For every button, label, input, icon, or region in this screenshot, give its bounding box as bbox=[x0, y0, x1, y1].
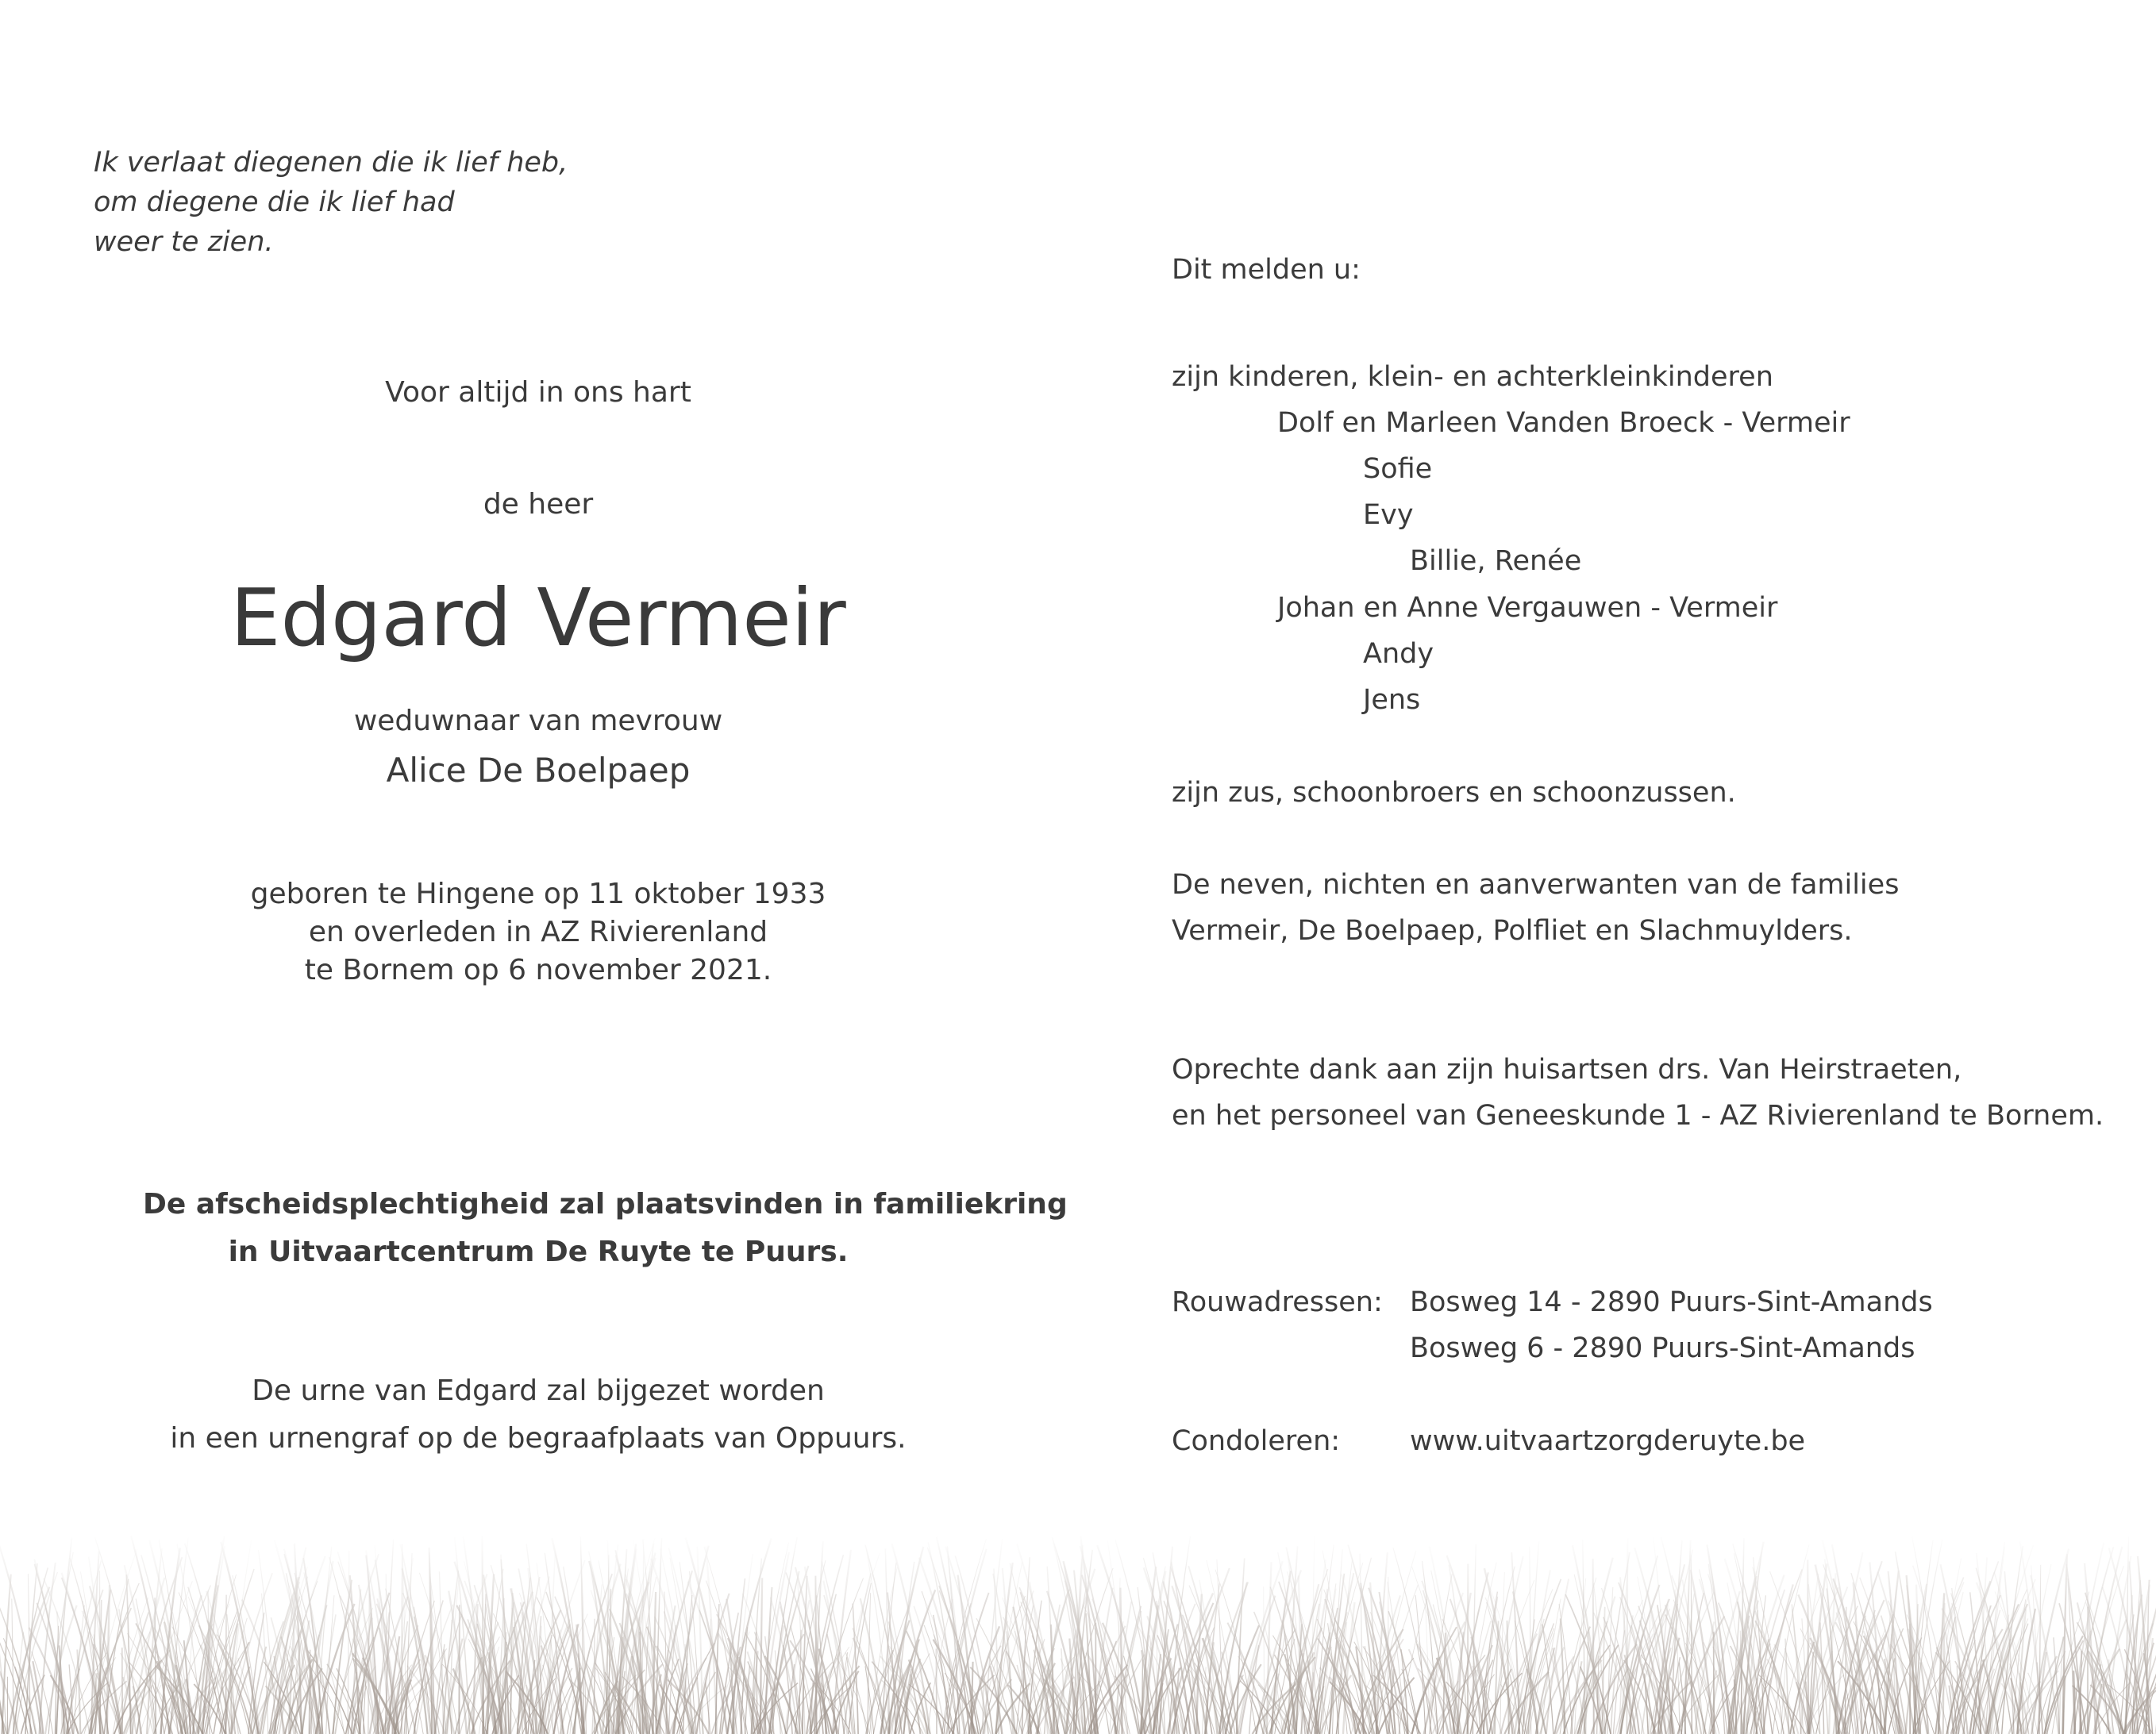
title-prefix: de heer bbox=[483, 488, 594, 521]
extended-family-line: De neven, nichten en aanverwanten van de families bbox=[1172, 869, 1900, 901]
widower-text: weduwnaar van mevrouw bbox=[353, 705, 723, 737]
ceremony-line: De afscheidsplechtigheid zal plaatsvinden in familiekring bbox=[143, 1188, 1068, 1221]
poem-line: weer te zien. bbox=[94, 226, 274, 258]
extended-family-line: Vermeir, De Boelpaep, Polfliet en Slachmuylders. bbox=[1172, 915, 1853, 947]
address-value: Bosweg 6 - 2890 Puurs-Sint-Amands bbox=[1410, 1332, 1915, 1364]
urn-notice bbox=[143, 1367, 934, 1463]
poem-line: Ik verlaat diegenen die ik lief heb, bbox=[94, 147, 568, 179]
poem-line: om diegene die ik lief had bbox=[94, 186, 455, 218]
urn-line: De urne van Edgard zal bijgezet worden bbox=[252, 1375, 825, 1407]
grass-border bbox=[0, 1532, 2156, 1734]
thanks-line: en het personeel van Geneeskunde 1 - AZ Rivierenland te Bornem. bbox=[1172, 1100, 2104, 1132]
family-member: Billie, Renée bbox=[1410, 545, 1582, 577]
family-member: Sofie bbox=[1363, 453, 1433, 485]
deceased-name: Edgard Vermeir bbox=[230, 571, 846, 664]
address-value: Bosweg 14 - 2890 Puurs-Sint-Amands bbox=[1410, 1286, 1933, 1318]
life-dates-line: te Bornem op 6 november 2021. bbox=[304, 954, 772, 986]
heading: Voor altijd in ons hart bbox=[385, 376, 691, 409]
life-dates-line: geboren te Hingene op 11 oktober 1933 bbox=[250, 878, 826, 910]
family-member: Dolf en Marleen Vanden Broeck - Vermeir bbox=[1277, 407, 1850, 439]
family-member: Johan en Anne Vergauwen - Vermeir bbox=[1277, 592, 1778, 624]
family-member: Evy bbox=[1363, 499, 1414, 531]
family-intro: zijn kinderen, klein- en achterkleinkinderen bbox=[1172, 361, 1773, 393]
siblings-line: zijn zus, schoonbroers en schoonzussen. bbox=[1172, 777, 1736, 809]
life-dates bbox=[143, 875, 934, 990]
ceremony-line: in Uitvaartcentrum De Ruyte te Puurs. bbox=[228, 1236, 849, 1268]
spouse-name: Alice De Boelpaep bbox=[386, 751, 691, 790]
condolences-label: Condoleren: bbox=[1172, 1425, 1341, 1457]
urn-line: in een urnengraf op de begraafplaats van Oppuurs. bbox=[170, 1422, 907, 1455]
condolences-link[interactable]: www.uitvaartzorgderuyte.be bbox=[1410, 1425, 1806, 1457]
family-member: Jens bbox=[1363, 684, 1421, 716]
poem bbox=[94, 143, 568, 262]
addresses-label: Rouwadressen: bbox=[1172, 1286, 1383, 1318]
life-dates-line: en overleden in AZ Rivierenland bbox=[308, 916, 768, 948]
thanks-line: Oprechte dank aan zijn huisartsen drs. Van Heirstraeten, bbox=[1172, 1054, 1962, 1086]
announce-intro: Dit melden u: bbox=[1172, 254, 1361, 286]
family-member: Andy bbox=[1363, 638, 1434, 670]
ceremony-notice bbox=[143, 1181, 1068, 1276]
